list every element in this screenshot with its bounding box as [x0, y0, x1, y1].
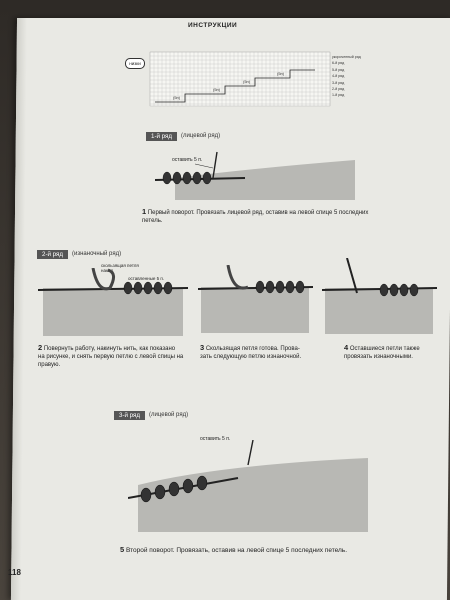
row2-step4-number: 4 — [344, 343, 349, 352]
row3-step — [120, 546, 347, 555]
row2-step2-line-3: правую. — [38, 362, 61, 368]
row1-step — [142, 208, 368, 225]
schema-mark-1: (5п) — [173, 95, 181, 100]
row2-callout-slip: скользящая петля — [101, 263, 139, 268]
row2-step2-line-2: на рисунке, и снять первую петлю с левой спицы на — [38, 354, 184, 360]
row2-badge — [37, 249, 121, 259]
schema-label: низки — [125, 58, 145, 69]
legend-item: 3-й ряд — [332, 80, 345, 85]
row2-note: (изнаночный ряд) — [72, 251, 122, 257]
row2-illustration-c — [322, 258, 437, 338]
row1-callout: оставить 5 п. — [172, 157, 203, 163]
schema-mark-3: (5п) — [243, 79, 251, 84]
row3-step-text: Второй поворот. Провязать, оставив на левой спице 5 последних петель. — [125, 547, 348, 554]
row2-step2-number: 2 — [38, 343, 43, 352]
schema-mark-2: (5п) — [213, 87, 221, 92]
legend-item: 6-й ряд — [332, 61, 345, 66]
row3-illustration — [128, 440, 378, 535]
legend-item: укороченный ряд — [332, 55, 361, 59]
schema-mark-4: (5п) — [277, 71, 285, 76]
page-number: 118 — [8, 568, 21, 577]
row2-step4-line-2: провязать изнаночными. — [344, 354, 413, 360]
row1-step-line-1: Первый поворот. Провязать лицевой ряд, оставив на левой спице 5 последних — [147, 210, 369, 216]
legend-item: 4-й ряд — [332, 74, 345, 79]
row1-step-line-2: петель. — [142, 218, 163, 224]
row2-step3 — [200, 344, 320, 361]
row2-illustration-b — [198, 265, 313, 337]
row3-step-number: 5 — [120, 545, 125, 554]
row2-callout-yarnover: накид — [101, 268, 114, 273]
row2-badge-label: 2-й ряд — [37, 250, 68, 259]
row1-badge — [146, 131, 220, 141]
row2-step4 — [344, 344, 444, 361]
row2-illustration-a — [38, 268, 188, 340]
row2-step3-line-2: зать следующую петлю изнаночной. — [200, 354, 302, 360]
row2-step3-number: 3 — [200, 343, 205, 352]
schema-legend — [332, 54, 361, 99]
short-rows-schema — [125, 50, 335, 110]
row1-step-number: 1 — [142, 207, 147, 216]
legend-item: 2-й ряд — [332, 87, 345, 92]
row3-badge-label: 3-й ряд — [114, 411, 145, 420]
row3-callout: оставить 5 п. — [200, 436, 231, 442]
row2-step2-line-1: Повернуть работу, накинуть нить, как показано — [43, 346, 176, 352]
legend-item: 1-й ряд — [332, 93, 345, 98]
row3-note: (лицевой ряд) — [149, 412, 189, 418]
row2-step2 — [38, 344, 188, 369]
row3-badge — [114, 410, 188, 420]
row1-note: (лицевой ряд) — [181, 133, 221, 139]
legend-item: 5-й ряд — [332, 67, 345, 72]
row2-callout-b: оставленные 5 п. — [128, 276, 165, 281]
page-header: ИНСТРУКЦИИ — [188, 22, 238, 29]
row1-illustration — [155, 150, 370, 212]
row2-step4-line-1: Оставшиеся петли также — [349, 346, 420, 352]
row1-badge-label: 1-й ряд — [146, 132, 177, 141]
row2-step3-line-1: Скользящая петля готова. Прова- — [205, 346, 300, 352]
